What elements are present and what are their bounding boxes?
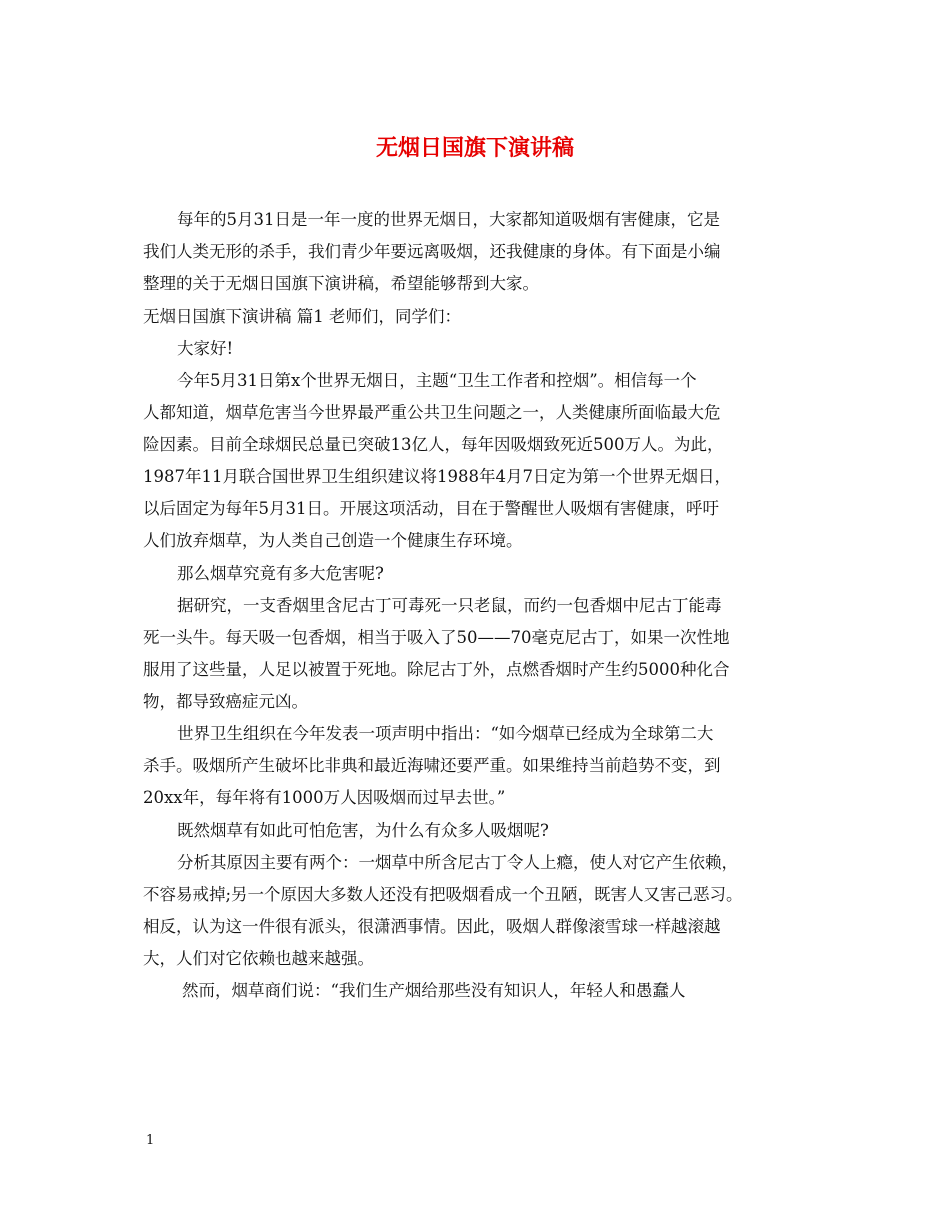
paragraph-line: 大，人们对它依赖也越来越强。 [143,949,374,968]
paragraph-line: 以后固定为每年5月31日。开展这项活动，目在于警醒世人吸烟有害健康，呼吁 [143,499,719,518]
paragraph-line: 死一头牛。每天吸一包香烟，相当于吸入了50——70毫克尼古丁，如果一次性地 [143,628,730,647]
paragraph-line: 险因素。目前全球烟民总量已突破13亿人，每年因吸烟致死近500万人。为此， [143,435,724,454]
paragraph-line: 整理的关于无烟日国旗下演讲稿，希望能够帮到大家。 [143,274,539,293]
paragraph-line: 那么烟草究竟有多大危害呢? [177,564,384,583]
paragraph-line: 每年的5月31日是一年一度的世界无烟日，大家都知道吸烟有害健康，它是 [177,210,720,229]
paragraph-line: 分析其原因主要有两个：一烟草中所含尼古丁令人上瘾，使人对它产生依赖， [177,853,738,872]
paragraph-line: 既然烟草有如此可怕危害，为什么有众多人吸烟呢? [177,821,549,840]
paragraph-line: 我们人类无形的杀手，我们青少年要远离吸烟，还我健康的身体。有下面是小编 [143,242,721,261]
paragraph-line: 物，都导致癌症元凶。 [143,692,308,711]
paragraph-line: 人们放弃烟草，为人类自己创造一个健康生存环境。 [143,531,523,550]
paragraph-line: 1987年11月联合国世界卫生组织建议将1988年4月7日定为第一个世界无烟日， [143,467,731,486]
paragraph-line: 不容易戒掉;另一个原因大多数人还没有把吸烟看成一个丑陋，既害人又害己恶习。 [143,885,743,904]
paragraph-line: 然而，烟草商们说：“我们生产烟给那些没有知识人，年轻人和愚蠢人 [182,981,686,1000]
paragraph-line: 人都知道，烟草危害当今世界最严重公共卫生问题之一，人类健康所面临最大危 [143,403,721,422]
document-title: 无烟日国旗下演讲稿 [375,135,574,161]
paragraph-line: 大家好! [177,339,234,358]
paragraph-line: 杀手。吸烟所产生破坏比非典和最近海啸还要严重。如果维持当前趋势不变，到 [143,756,721,775]
paragraph-line: 无烟日国旗下演讲稿 篇1 老师们，同学们： [143,307,461,326]
paragraph-line: 今年5月31日第x个世界无烟日，主题“卫生工作者和控烟”。相信每一个 [177,371,697,390]
paragraph-line: 相反，认为这一件很有派头，很潇洒事情。因此，吸烟人群像滚雪球一样越滚越 [143,917,721,936]
paragraph-line: 据研究，一支香烟里含尼古丁可毒死一只老鼠，而约一包香烟中尼古丁能毒 [177,596,722,615]
paragraph-line: 世界卫生组织在今年发表一项声明中指出：“如今烟草已经成为全球第二大 [177,724,714,743]
paragraph-line: 20xx年，每年将有1000万人因吸烟而过早去世。” [143,788,506,807]
page-number: 1 [146,1133,155,1148]
paragraph-line: 服用了这些量，人足以被置于死地。除尼古丁外，点燃香烟时产生约5000种化合 [143,660,730,679]
